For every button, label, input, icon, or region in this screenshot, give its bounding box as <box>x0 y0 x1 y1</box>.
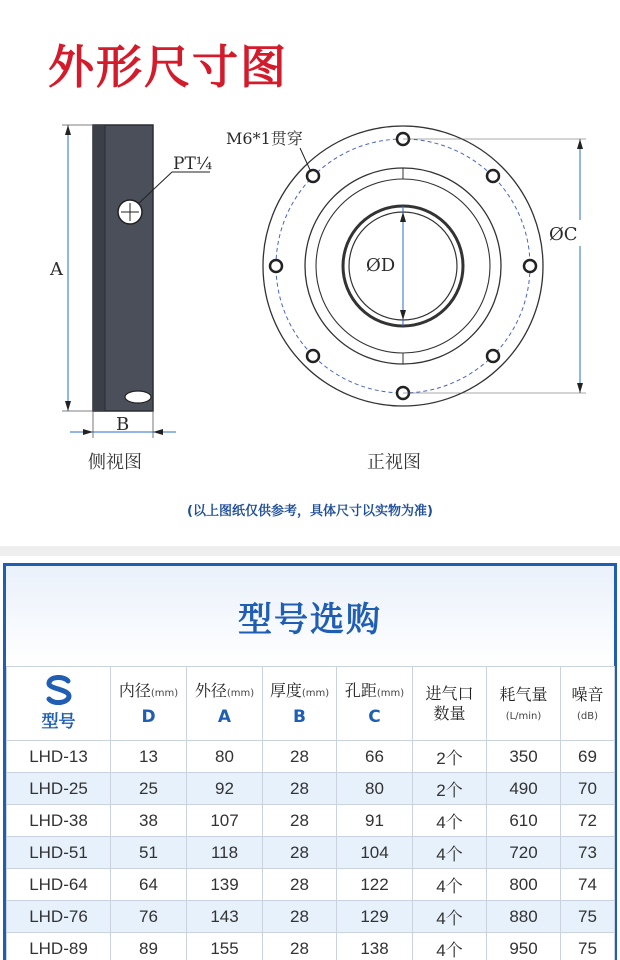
cell-inlet-count: 4个 <box>413 837 487 869</box>
cell-model: LHD-13 <box>7 741 111 773</box>
header-model <box>7 667 111 741</box>
cell-inlet-count: 2个 <box>413 741 487 773</box>
header-thick-symbol: B <box>293 706 306 727</box>
header-noise-unit: (dB) <box>576 711 598 722</box>
header-pitch-unit: (mm) <box>376 687 405 699</box>
side-slot <box>125 391 151 403</box>
dim-c-arrow-top <box>577 139 583 149</box>
cell-inner-diameter: 51 <box>111 837 187 869</box>
header-model-label: 型号 <box>41 712 76 732</box>
cell-model: LHD-64 <box>7 869 111 901</box>
table-row <box>7 869 615 901</box>
header-noise <box>561 667 615 741</box>
disclaimer-note: (以上图纸仅供参考，具体尺寸以实物为准) <box>187 504 433 519</box>
cell-inner-diameter: 38 <box>111 805 187 837</box>
header-outer-symbol: A <box>217 706 232 727</box>
cell-air-consumption: 800 <box>487 869 561 901</box>
header-pitch-name: 孔距 <box>344 680 377 700</box>
header-outer-name: 外径 <box>194 680 227 700</box>
cell-outer-diameter: 107 <box>187 805 263 837</box>
dim-c-arrow-bottom <box>577 383 583 393</box>
table-row <box>7 933 615 960</box>
header-inlets-line2: 数量 <box>433 703 466 723</box>
cell-thickness: 28 <box>263 901 337 933</box>
header-pitch-symbol: C <box>368 706 381 727</box>
cell-inlet-count: 4个 <box>413 901 487 933</box>
cell-outer-diameter: 118 <box>187 837 263 869</box>
header-air-name: 耗气量 <box>499 685 548 704</box>
bolt-hole <box>524 260 536 272</box>
holes-label: M6*1贯穿 <box>226 129 303 148</box>
header-outer-unit: (mm) <box>226 687 255 699</box>
cell-noise: 75 <box>561 933 615 960</box>
cell-inlet-count: 4个 <box>413 933 487 960</box>
cell-thickness: 28 <box>263 805 337 837</box>
model-selection-title: 型号选购 <box>238 599 382 640</box>
cell-model: LHD-25 <box>7 773 111 805</box>
cell-noise: 70 <box>561 773 615 805</box>
cell-inner-diameter: 76 <box>111 901 187 933</box>
dimension-drawing <box>0 100 620 500</box>
cell-noise: 73 <box>561 837 615 869</box>
header-thick-unit: (mm) <box>301 687 330 699</box>
cell-inner-diameter: 89 <box>111 933 187 960</box>
cell-outer-diameter: 80 <box>187 741 263 773</box>
table-row <box>7 773 615 805</box>
cell-thickness: 28 <box>263 869 337 901</box>
cell-hole-pitch: 122 <box>337 869 413 901</box>
cell-thickness: 28 <box>263 741 337 773</box>
cell-inlet-count: 4个 <box>413 805 487 837</box>
front-view-caption: 正视图 <box>367 452 421 473</box>
table-row <box>7 741 615 773</box>
dim-b-arrow-left <box>83 429 93 435</box>
dim-a-arrow-bottom <box>65 401 71 411</box>
dimension-drawing-svg <box>0 100 620 500</box>
model-table-body <box>7 741 615 960</box>
cell-noise: 72 <box>561 805 615 837</box>
header-thickness <box>263 667 337 741</box>
dim-b-arrow-right <box>153 429 163 435</box>
cell-hole-pitch: 66 <box>337 741 413 773</box>
header-thick-name: 厚度 <box>269 680 302 700</box>
page-title: 外形尺寸图 <box>48 40 288 94</box>
cell-air-consumption: 350 <box>487 741 561 773</box>
model-selection-panel <box>3 563 617 960</box>
cell-model: LHD-76 <box>7 901 111 933</box>
cell-inlet-count: 2个 <box>413 773 487 805</box>
side-view <box>49 125 212 473</box>
cell-thickness: 28 <box>263 933 337 960</box>
bolt-hole <box>307 350 319 362</box>
table-row <box>7 805 615 837</box>
cell-model: LHD-89 <box>7 933 111 960</box>
cell-thickness: 28 <box>263 773 337 805</box>
pt-port-label: PT¼ <box>173 154 213 174</box>
cell-inner-diameter: 13 <box>111 741 187 773</box>
header-air-consumption <box>487 667 561 741</box>
cell-air-consumption: 490 <box>487 773 561 805</box>
cell-air-consumption: 880 <box>487 901 561 933</box>
brand-logo-icon <box>42 675 76 705</box>
header-inner-unit: (mm) <box>150 687 179 699</box>
section-divider <box>0 546 620 556</box>
front-view <box>226 126 586 473</box>
cell-outer-diameter: 155 <box>187 933 263 960</box>
cell-inner-diameter: 25 <box>111 773 187 805</box>
cell-inner-diameter: 64 <box>111 869 187 901</box>
cell-noise: 74 <box>561 869 615 901</box>
cell-air-consumption: 720 <box>487 837 561 869</box>
cell-noise: 69 <box>561 741 615 773</box>
bolt-hole <box>270 260 282 272</box>
header-noise-name: 噪音 <box>571 685 604 704</box>
header-air-unit: (L/min) <box>505 711 542 722</box>
table-row <box>7 837 615 869</box>
table-header-row <box>7 667 615 741</box>
cell-thickness: 28 <box>263 837 337 869</box>
dim-a-label: A <box>50 259 63 280</box>
cell-air-consumption: 950 <box>487 933 561 960</box>
header-inner-diameter <box>111 667 187 741</box>
cell-outer-diameter: 143 <box>187 901 263 933</box>
cell-hole-pitch: 104 <box>337 837 413 869</box>
table-row <box>7 901 615 933</box>
cell-outer-diameter: 139 <box>187 869 263 901</box>
dim-d-label: ØD <box>366 255 396 276</box>
bolt-hole <box>487 350 499 362</box>
header-inlet-count <box>413 667 487 741</box>
cell-hole-pitch: 138 <box>337 933 413 960</box>
bolt-hole <box>307 170 319 182</box>
dim-b-label: B <box>116 414 130 435</box>
dim-a-arrow-top <box>65 125 71 135</box>
header-inner-symbol: D <box>141 706 156 727</box>
side-view-edge <box>93 125 105 411</box>
cell-air-consumption: 610 <box>487 805 561 837</box>
cell-inlet-count: 4个 <box>413 869 487 901</box>
header-hole-pitch <box>337 667 413 741</box>
model-selection-header <box>6 566 614 666</box>
cell-outer-diameter: 92 <box>187 773 263 805</box>
cell-hole-pitch: 91 <box>337 805 413 837</box>
cell-model: LHD-38 <box>7 805 111 837</box>
cell-noise: 75 <box>561 901 615 933</box>
header-inner-name: 内径 <box>118 680 151 700</box>
cell-model: LHD-51 <box>7 837 111 869</box>
header-outer-diameter <box>187 667 263 741</box>
cell-hole-pitch: 129 <box>337 901 413 933</box>
model-table <box>6 666 615 960</box>
bolt-hole <box>487 170 499 182</box>
header-inlets-line1: 进气口 <box>425 683 474 703</box>
side-view-caption: 侧视图 <box>88 452 142 473</box>
cell-hole-pitch: 80 <box>337 773 413 805</box>
dim-c-label: ØC <box>549 224 578 245</box>
